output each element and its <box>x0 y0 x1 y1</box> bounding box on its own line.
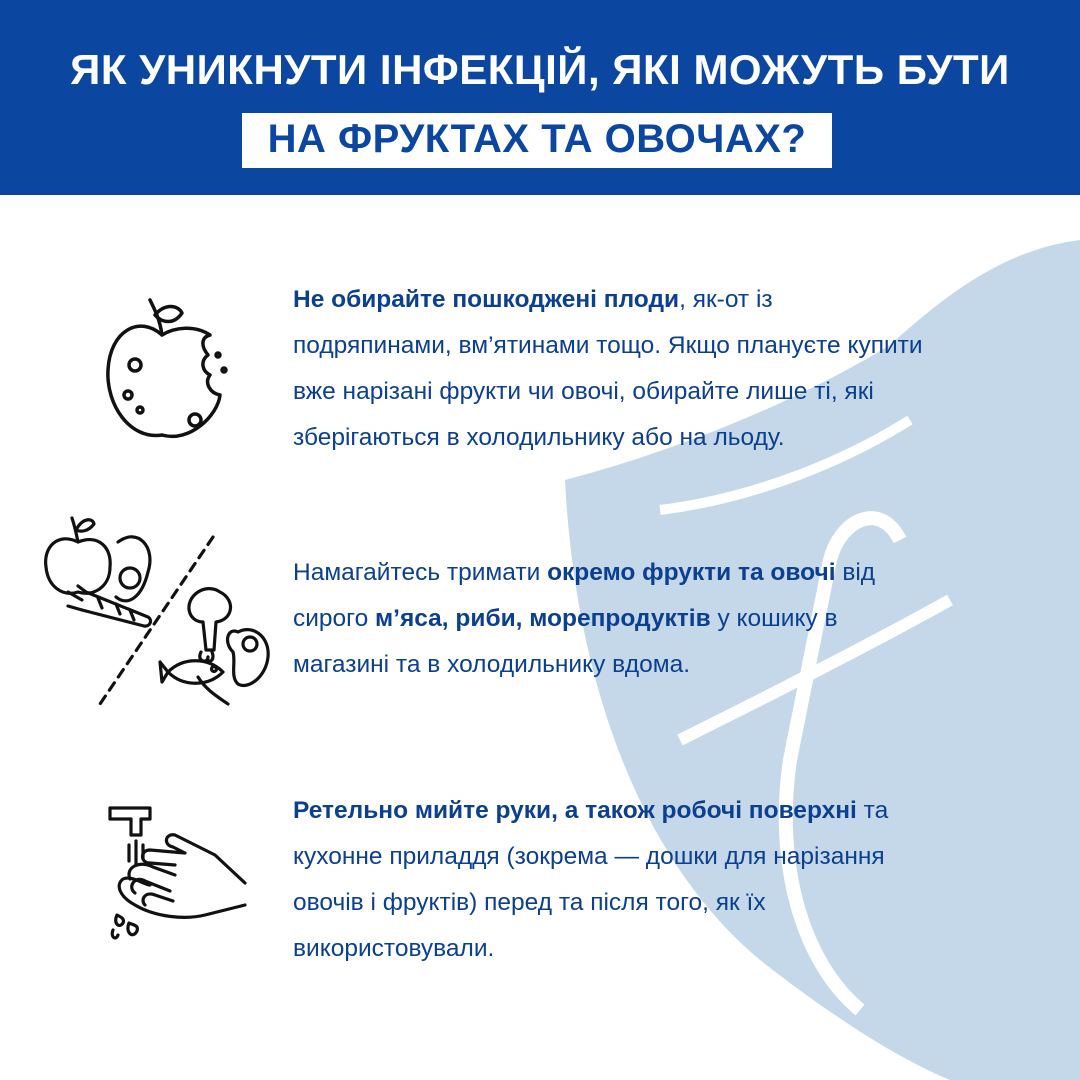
tip1-line4: зберігаються в холодильнику або на льоду. <box>293 424 785 451</box>
tip3-bold-phrase: Ретельно мийте руки, а також робочі поверхні <box>293 797 857 824</box>
bitten-apple-icon <box>100 295 230 445</box>
tip2-line1-end: від <box>835 559 876 586</box>
tip2-line3: магазині та в холодильнику вдома. <box>293 651 691 678</box>
header-banner <box>0 0 1080 195</box>
tip2-line1-start: Намагайтесь тримати <box>293 559 548 586</box>
tip3-line2: кухонне приладдя (зокрема — дошки для нарізання <box>293 843 885 870</box>
tip2-line2-end: у кошику в <box>710 605 838 632</box>
tip3-line3: овочів і фруктів) перед та після того, як їх <box>293 889 766 916</box>
tip-text-wash-hands <box>293 788 1078 972</box>
hand-washing-icon <box>105 805 250 945</box>
title-line-2: НА ФРУКТАХ ТА ОВОЧАХ? <box>267 117 807 161</box>
tip-text-damaged-produce <box>293 277 1078 461</box>
title-line-1: ЯК УНИКНУТИ ІНФЕКЦІЙ, ЯКІ МОЖУТЬ БУТИ <box>70 46 1010 93</box>
tip3-line4: використовували. <box>293 935 495 962</box>
tip1-line2: подряпинами, вм’ятинами тощо. Якщо плануєте купити <box>293 332 923 359</box>
tip-text-separate-foods <box>293 550 1078 688</box>
tip1-line1-rest: , як-от із <box>679 286 773 313</box>
tip3-line1-rest: та <box>856 797 889 824</box>
tip2-bold-produce: окремо фрукти та овочі <box>547 559 836 586</box>
tip2-bold-meat: м’яса, риби, морепродуктів <box>375 605 711 632</box>
tip2-line2-start: сирого <box>293 605 376 632</box>
separate-produce-and-meat-icon <box>38 512 273 712</box>
tip1-line3: вже нарізані фрукти чи овочі, обирайте лише ті, які <box>293 378 874 405</box>
tip1-bold-phrase: Не обирайте пошкоджені плоди <box>293 286 680 313</box>
